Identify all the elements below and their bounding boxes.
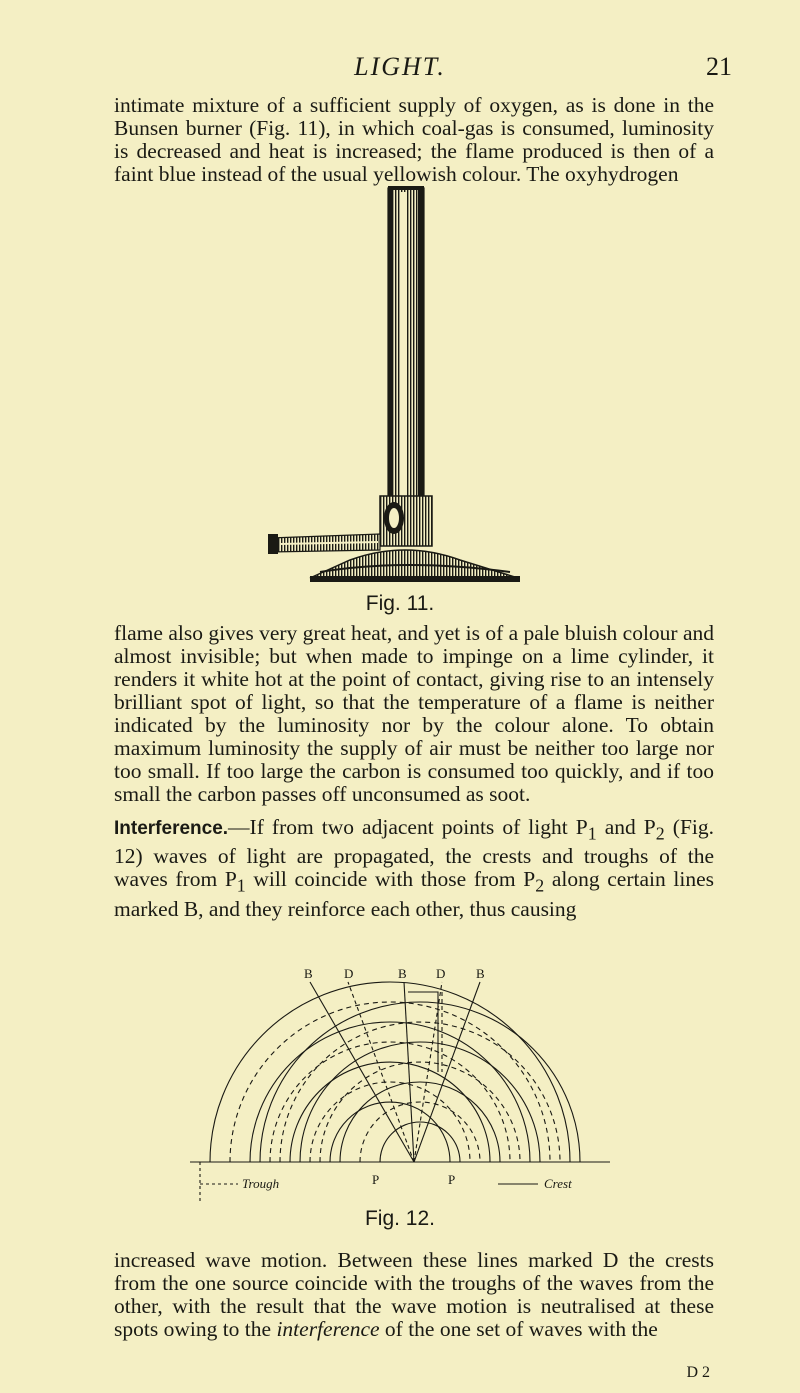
burner-tube (388, 186, 424, 538)
figure-12-caption: Fig. 12. (364, 1207, 436, 1230)
p3-sub-1: 1 (587, 823, 597, 844)
air-collar (380, 496, 432, 546)
label-p2: P (448, 1172, 456, 1187)
p3-text-b: and P (596, 815, 656, 839)
label-d-1: D (344, 966, 354, 981)
interference-diagram (180, 962, 620, 1202)
trough-arcs (200, 1002, 560, 1202)
signature-mark: D 2 (686, 1364, 710, 1381)
label-b-3: B (476, 966, 485, 981)
running-title: LIGHT. (354, 52, 446, 81)
burner-base (310, 550, 520, 582)
gas-inlet (268, 534, 380, 554)
p3-sub-2: 2 (655, 823, 665, 844)
label-trough: Trough (242, 1176, 280, 1191)
paragraph-bunsen: intimate mixture of a sufficient supply of oxygen, as is done in the Bunsen burner (Fig. 11), in which coal-gas is consumed, luminosity is decreased and heat is increased; the flame produced is then of a faint blue instead of the usual yellowish colour. The oxyhydrogen (114, 93, 714, 186)
p3-text-a: —If from two adjacent points of light P (228, 815, 588, 839)
label-crest: Crest (544, 1176, 572, 1191)
label-p1: P (372, 1172, 380, 1187)
label-d-2: D (436, 966, 446, 981)
p3-sub-3: 1 (236, 875, 246, 896)
page-number: 21 (706, 52, 732, 81)
p3-text-e: along certain lines marked B, and they reinforce each other, thus causing (114, 867, 714, 921)
label-b-2: B (398, 966, 407, 981)
paragraph-interference (114, 816, 714, 921)
section-heading-interference: Interference. (114, 818, 229, 839)
label-b-1: B (304, 966, 313, 981)
p3-text-d: will coincide with those from P (245, 867, 536, 892)
paragraph-wave-motion (114, 1249, 714, 1341)
p4-text-b: of the one set of waves with the (379, 1317, 658, 1341)
p3-text-c: (Fig. 12) waves of light are propagated, the crests and troughs of the waves from P (114, 815, 714, 892)
crest-arcs-p2 (260, 1002, 580, 1162)
p4-italic-interference: interference (276, 1317, 380, 1341)
bunsen-burner-figure (260, 178, 540, 588)
p3-sub-4: 2 (535, 875, 545, 896)
paragraph-oxyhydrogen: flame also gives very great heat, and yet is of a pale bluish colour and almost invisible; but when made to impinge on a lime cylinder, it renders it white hot at the point of contact, giving rise to an intensely brilliant spot of light, so that the temperature of a flame is neither indicated by the luminosity nor by the colour alone. To obtain maximum luminosity the supply of air must be neither too large nor too small. If too large the carbon is consumed too quickly, and if too small the carbon passes off unconsumed as soot. (114, 621, 715, 806)
p4-text-a: increased wave motion. Between these lines marked D the crests from the one source coincide with the troughs of the waves from the other, with the result that the wave motion is neutralised at these spots owing to the (114, 1248, 714, 1341)
line-b-and-d (310, 982, 480, 1162)
figure-11-caption: Fig. 11. (365, 592, 435, 615)
page-header (0, 52, 800, 86)
